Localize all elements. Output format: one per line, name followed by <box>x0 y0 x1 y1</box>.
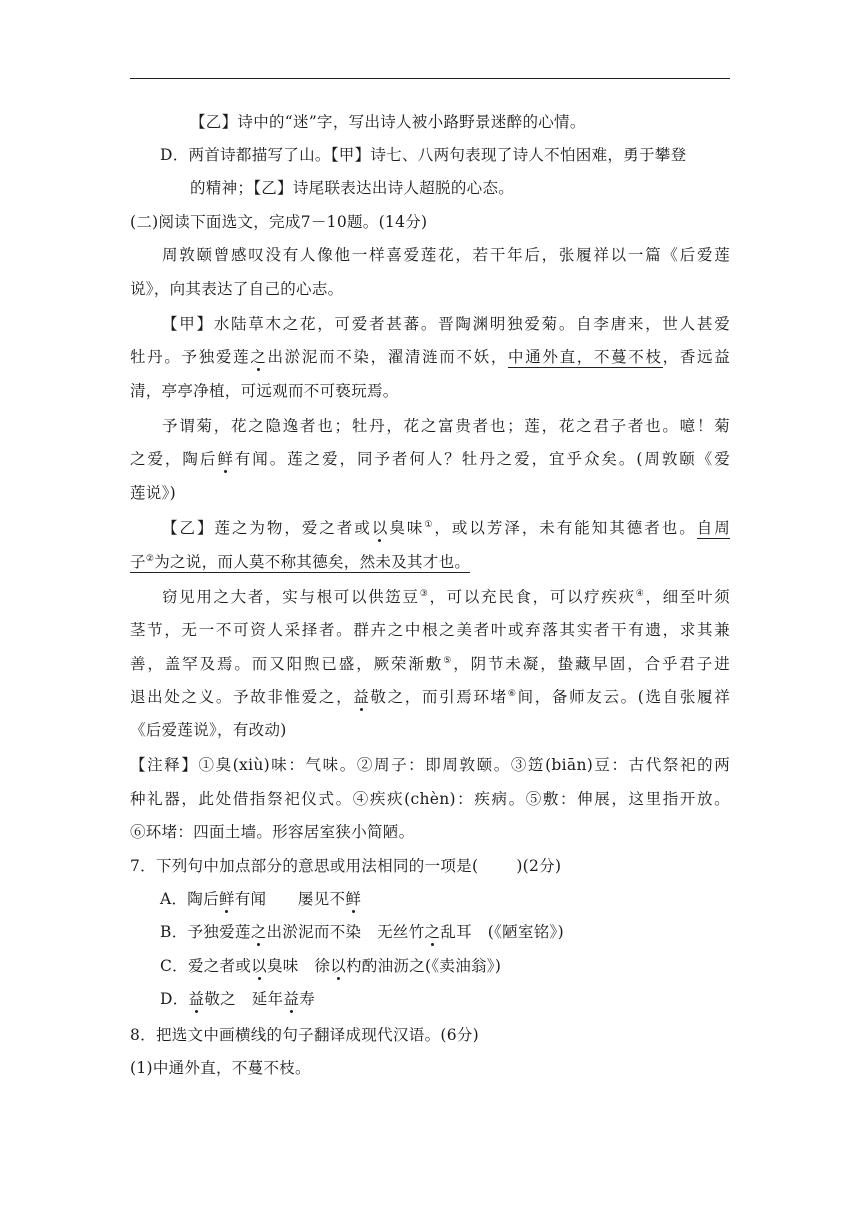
jia-line-5 <box>130 449 730 469</box>
yi-line-4: 茎节，无一不可资人采择者。群卉之中根之美者叶或弃落其实者干有遗，求其兼 <box>130 621 730 639</box>
footnote-marker: ③ <box>419 589 430 599</box>
option-text: 乱耳 (《陋室铭》) <box>440 923 564 941</box>
jia-line-1: 【甲】水陆草木之花，可爱者甚蕃。晋陶渊明独爱菊。自李唐来，世人甚爱 <box>162 315 730 333</box>
footnote-marker: ⑤ <box>443 656 454 666</box>
underlined-sentence-2-part-1: 自周 <box>696 519 730 537</box>
yi-text: 退出处之义。予故非惟爱之， <box>130 688 354 706</box>
yi-text: 善，盖罕及焉。而又阳煦已盛，厥荣渐敷 <box>130 655 444 673</box>
yi-text: 子 <box>130 553 146 571</box>
yi-text: 窃见用之大者，实与根可以供笾豆 <box>162 588 420 606</box>
top-rule <box>130 78 730 79</box>
dotted-char: 鲜 <box>217 450 234 468</box>
yi-line-2 <box>130 552 730 572</box>
yi-text: ，可以充民食，可以疗疾疢 <box>429 588 636 606</box>
dotted-char: 鲜 <box>218 890 235 908</box>
jia-text: 出淤泥而不染，濯清涟而不妖， <box>266 348 509 366</box>
underlined-sentence-1: 中通外直，不蔓不枝 <box>508 348 663 366</box>
dotted-char: 以 <box>330 957 346 975</box>
footnote-marker: ① <box>424 520 435 530</box>
q7-stem-text: )(2分) <box>516 857 562 875</box>
jia-line-4: 予谓菊，花之隐逸者也；牡丹，花之富贵者也；莲，花之君子者也。噫！菊 <box>162 417 730 435</box>
yi-text: ，或以芳泽，未有能知其德者也。 <box>434 519 697 537</box>
yi-line-5 <box>130 654 730 674</box>
jia-text: 有闻。莲之爱，同予者何人？牡丹之爱，宜乎众矣。(周敦颐《爱 <box>233 450 730 468</box>
q7-option-d <box>130 989 730 1009</box>
dotted-char: 益 <box>283 990 300 1008</box>
intro-line-1: 周敦颐曾感叹没有人像他一样喜爱莲花，若干年后，张履祥以一篇《后爱莲 <box>162 246 730 264</box>
dotted-char: 益 <box>188 990 205 1008</box>
yi-text: ，细至叶须 <box>645 588 730 606</box>
option-text: D． <box>160 990 189 1008</box>
dotted-char: 之 <box>424 923 441 941</box>
notes-line-3: ⑥环堵：四面土墙。形容居室狭小简陋。 <box>130 823 415 841</box>
footnote-marker: ⑥ <box>507 689 518 699</box>
option-text: 敬之 延年 <box>204 990 284 1008</box>
section-heading: (二)阅读下面选文，完成7－10题。(14分) <box>130 213 428 231</box>
q7-option-c <box>130 956 730 976</box>
jia-text: 之爱，陶后 <box>130 450 218 468</box>
question-7-stem <box>130 856 730 876</box>
intro-line-2: 说》，向其表达了自己的心志。 <box>130 280 344 298</box>
option-text: 寿 <box>299 990 315 1008</box>
yi-line-3 <box>130 587 730 607</box>
dotted-char: 以 <box>251 957 267 975</box>
option-text: C．爱之者或 <box>160 957 252 975</box>
option-d-line-2: 的精神；【乙】诗尾联表达出诗人超脱的心态。 <box>190 179 515 197</box>
yi-text: ，阴节未凝，蛰藏早固，合乎君子进 <box>453 655 730 673</box>
yi-line-7: 《后爱莲说》，有改动) <box>130 721 287 739</box>
q7-option-a <box>130 889 730 909</box>
dotted-char: 鲜 <box>345 890 362 908</box>
option-d-line-1: D．两首诗都描写了山。【甲】诗七、八两句表现了诗人不怕困难，勇于攀登 <box>160 146 687 164</box>
notes-line-1: 【注释】①臭(xiù)味：气味。②周子：即周敦颐。③笾(biān)豆：古代祭祀的两 <box>130 756 730 774</box>
option-text: 有闻 屡见不 <box>234 890 346 908</box>
dotted-char: 之 <box>250 923 267 941</box>
jia-text: ，香远益 <box>662 348 731 366</box>
option-text: A．陶后 <box>160 890 219 908</box>
yi-text: 【乙】莲之为物，爱之者或 <box>162 519 372 537</box>
option-c-continuation: 【乙】诗中的“迷”字，写出诗人被小路野景迷醉的心情。 <box>190 113 586 131</box>
q7-option-b <box>130 922 730 942</box>
yi-line-1 <box>130 518 730 538</box>
jia-line-3: 清，亭亭净植，可远观而不可亵玩焉。 <box>130 382 399 400</box>
notes-line-2: 种礼器，此处借指祭祀仪式。④疾疢(chèn)：疾病。⑤敷：伸展，这里指开放。 <box>130 790 730 808</box>
jia-line-6: 莲说》) <box>130 484 176 502</box>
footnote-marker: ④ <box>635 589 646 599</box>
yi-line-6 <box>130 687 730 707</box>
yi-text: 敬之，而引焉环堵 <box>369 688 508 706</box>
dotted-char: 以 <box>371 519 388 537</box>
underlined-sentence-2-part-2 <box>130 553 470 573</box>
dotted-char: 益 <box>353 688 370 706</box>
q7-stem-text: 7．下列句中加点部分的意思或用法相同的一项是( <box>130 857 479 875</box>
option-text: 臭味 徐 <box>266 957 331 975</box>
jia-text: 牡丹。予独爱莲 <box>130 348 251 366</box>
yi-text: 为之说，而人莫不称其德矣，然未及其才也。 <box>154 553 471 571</box>
yi-text: 间，备师友云。(选自张履祥 <box>517 688 730 706</box>
yi-text: 臭味 <box>387 519 425 537</box>
option-text: 出淤泥而不染 无丝竹 <box>266 923 425 941</box>
question-8-sub-1: (1)中通外直，不蔓不枝。 <box>130 1059 311 1077</box>
option-text: B．予独爱莲 <box>160 923 251 941</box>
jia-line-2 <box>130 347 730 367</box>
dotted-char: 之 <box>250 348 267 366</box>
footnote-marker: ② <box>145 554 155 564</box>
option-text: 杓酌油沥之(《卖油翁》) <box>346 957 502 975</box>
question-8-stem: 8．把选文中画横线的句子翻译成现代汉语。(6分) <box>130 1026 480 1044</box>
